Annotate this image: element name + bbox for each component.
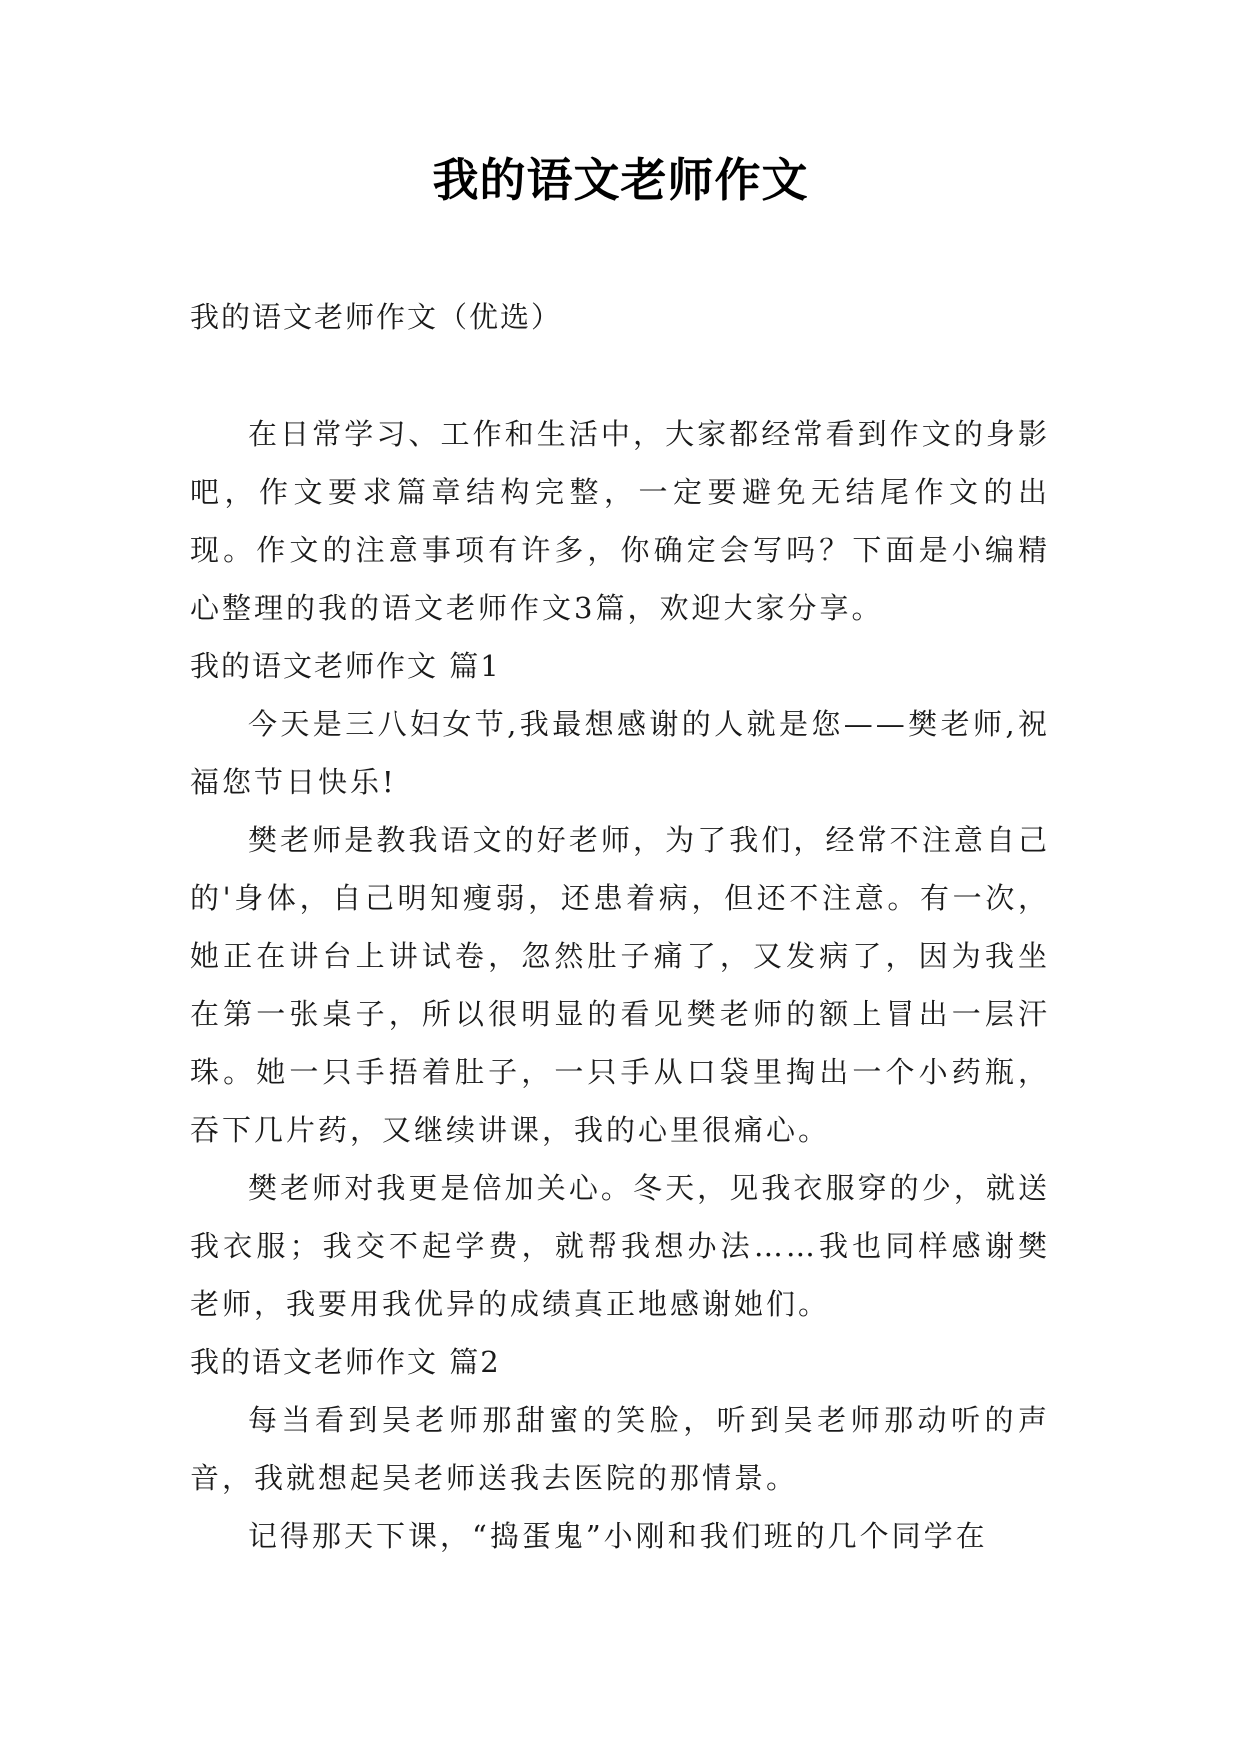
section-1-paragraph-1: 今天是三八妇女节,我最想感谢的人就是您——樊老师,祝福您节日快乐! — [190, 707, 1050, 799]
intro-paragraph: 在日常学习、工作和生活中，大家都经常看到作文的身影吧，作文要求篇章结构完整，一定要避免无结尾作文的出现。作文的注意事项有许多，你确定会写吗？下面是小编精心整理的我的语文老师作文3篇，欢迎大家分享。 — [190, 417, 1050, 625]
section-1-paragraph-2: 樊老师是教我语文的好老师，为了我们，经常不注意自己的'身体，自己明知瘦弱，还患着病，但还不注意。有一次，她正在讲台上讲试卷，忽然肚子痛了，又发病了，因为我坐在第一张桌子，所以很明显的看见樊老师的额上冒出一层汗珠。她一只手捂着肚子，一只手从口袋里掏出一个小药瓶，吞下几片药，又继续讲课，我的心里很痛心。 — [190, 823, 1050, 1147]
section-1-paragraph-3: 樊老师对我更是倍加关心。冬天，见我衣服穿的少，就送我衣服；我交不起学费，就帮我想办法……我也同样感谢樊老师，我要用我优异的成绩真正地感谢她们。 — [190, 1171, 1050, 1321]
section-2-paragraph-2: 记得那天下课，“捣蛋鬼”小刚和我们班的几个同学在 — [248, 1519, 988, 1553]
document-subtitle: 我的语文老师作文（优选） — [190, 300, 563, 334]
document-title: 我的语文老师作文 — [432, 153, 809, 207]
section-heading-2: 我的语文老师作文 篇2 — [190, 1345, 501, 1379]
section-2-paragraph-1: 每当看到吴老师那甜蜜的笑脸，听到吴老师那动听的声音，我就想起吴老师送我去医院的那情景。 — [190, 1403, 1050, 1495]
document-body — [190, 288, 1050, 1565]
section-heading-1: 我的语文老师作文 篇1 — [190, 649, 501, 683]
